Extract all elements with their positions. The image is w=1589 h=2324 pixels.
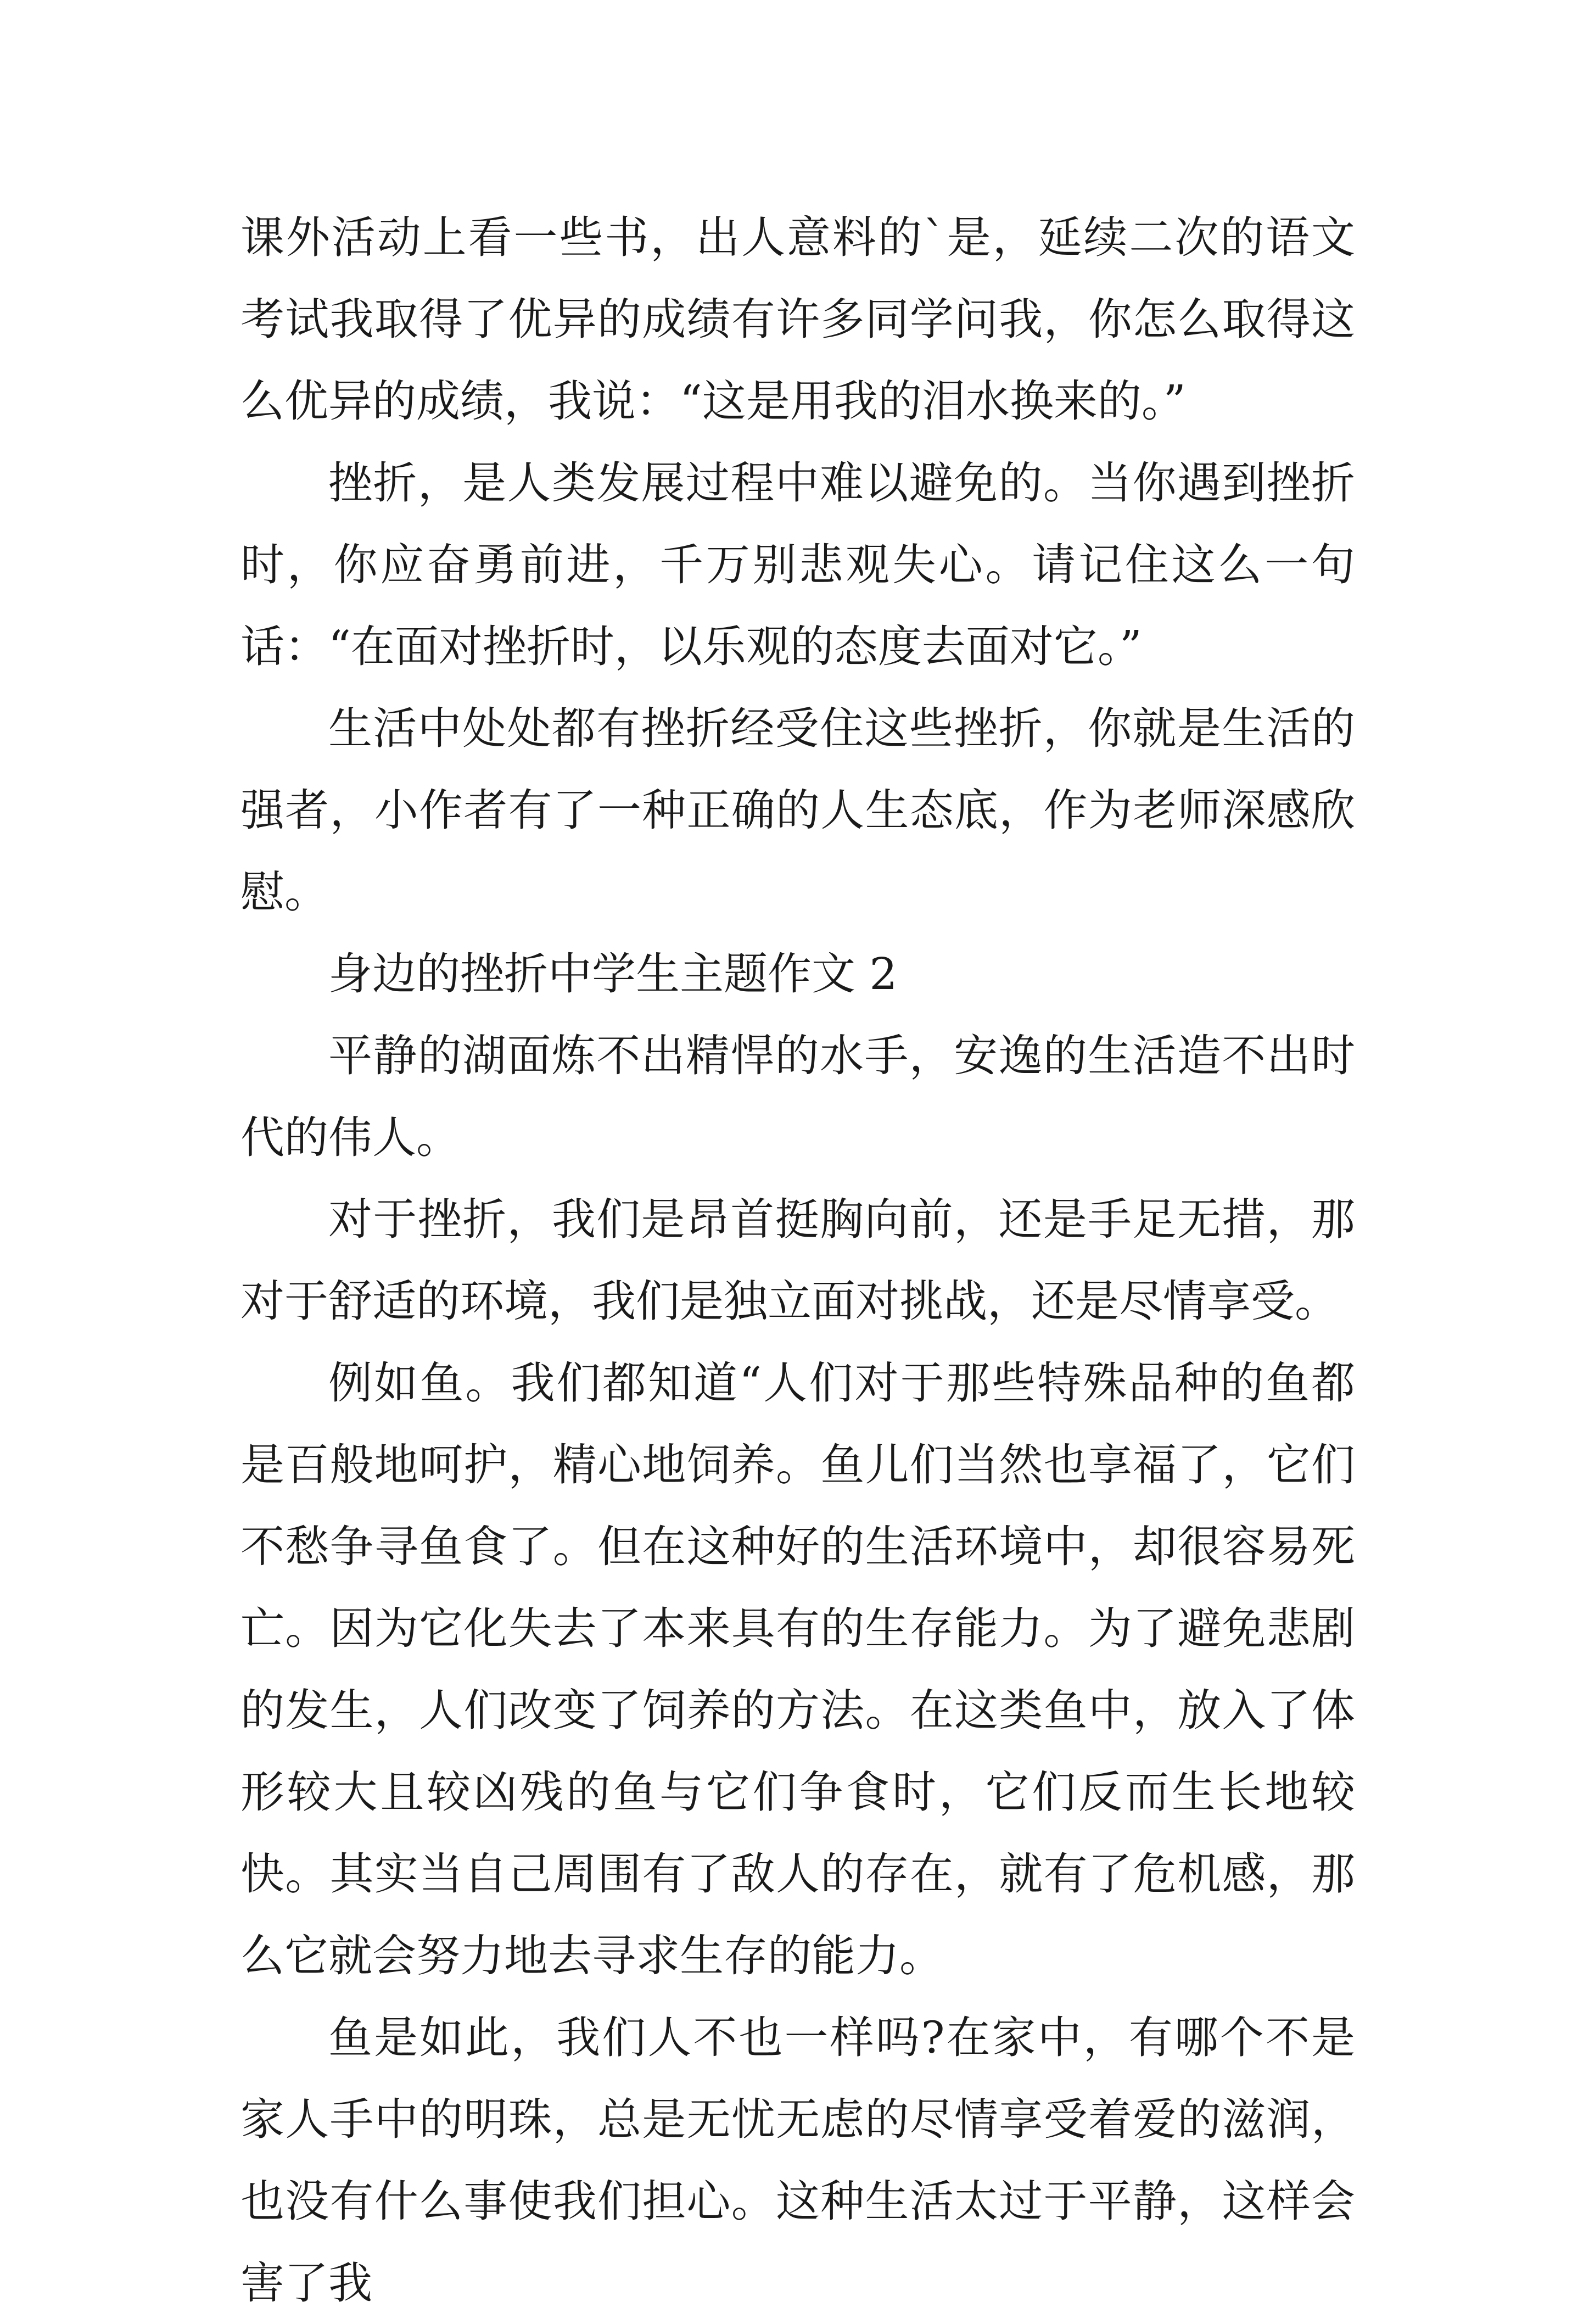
paragraph-6: 例如鱼。我们都知道“人们对于那些特殊品种的鱼都是百般地呵护，精心地饲养。鱼儿们当然也享福了，它们不愁争寻鱼食了。但在这种好的生活环境中，却很容易死亡。因为它化失去了本来具有的生存能力。为了避免悲剧的发生，人们改变了饲养的方法。在这类鱼中，放入了体形较大且较凶残的鱼与它们争食时，它们反而生长地较快。其实当自己周围有了敌人的存在，就有了危机感，那么它就会努力地去寻求生存的能力。 (240, 1357, 1355, 1981)
paragraph-1: 课外活动上看一些书，出人意料的`是，延续二次的语文考试我取得了优异的成绩有许多同学问我，你怎么取得这么优异的成绩，我说：“这是用我的泪水换来的。” (240, 212, 1355, 427)
paragraph-7: 鱼是如此，我们人不也一样吗?在家中，有哪个不是家人手中的明珠，总是无忧无虑的尽情享受着爱的滋润，也没有什么事使我们担心。这种生活太过于平静，这样会害了我 (240, 2012, 1355, 2309)
paragraph-4: 平静的湖面炼不出精悍的水手，安逸的生活造不出时代的伟人。 (240, 1030, 1355, 1163)
paragraph-2: 挫折，是人类发展过程中难以避免的。当你遇到挫折时，你应奋勇前进，千万别悲观失心。请记住这么一句话：“在面对挫折时，以乐观的态度去面对它。” (240, 457, 1355, 672)
paragraph-5: 对于挫折，我们是昂首挺胸向前，还是手足无措，那对于舒适的环境，我们是独立面对挑战，还是尽情享受。 (240, 1194, 1355, 1327)
section-heading: 身边的挫折中学生主题作文 2 (328, 948, 898, 999)
article-body (240, 197, 1355, 2324)
paragraph-3: 生活中处处都有挫折经受住这些挫折，你就是生活的强者，小作者有了一种正确的人生态底，作为老师深感欣慰。 (240, 703, 1355, 918)
